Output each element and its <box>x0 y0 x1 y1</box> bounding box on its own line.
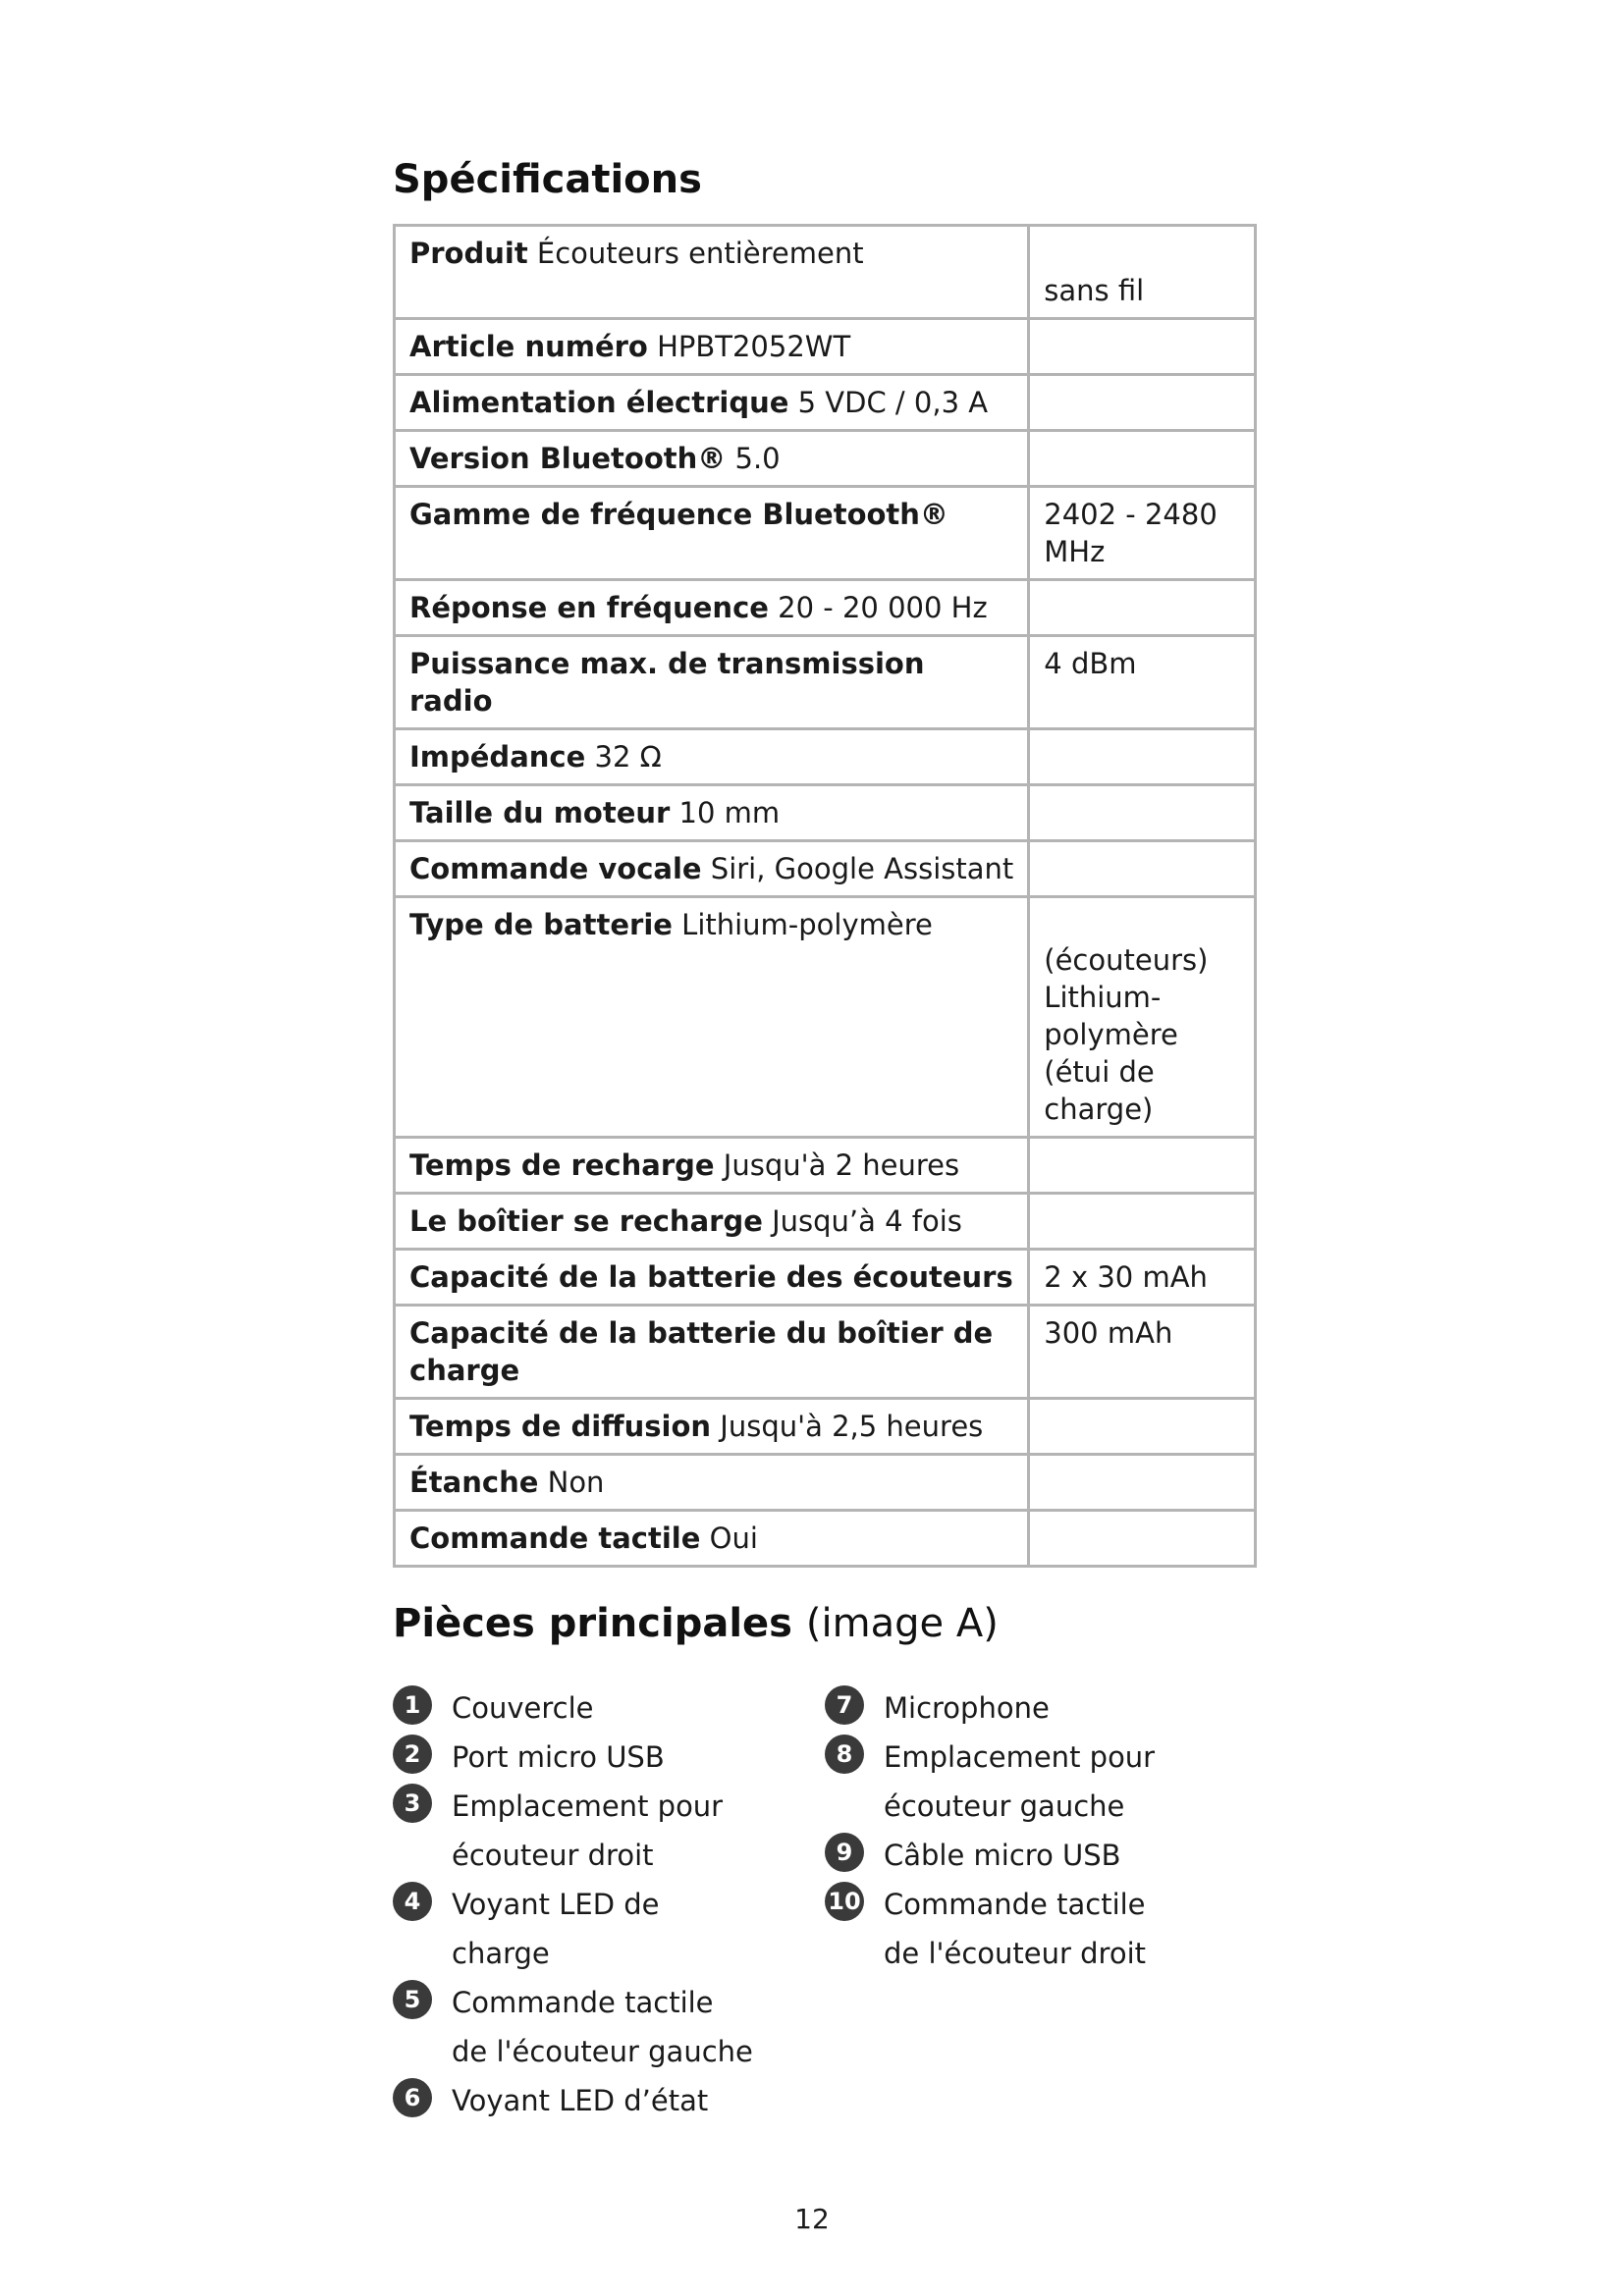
spec-cell <box>395 1194 1029 1250</box>
spec-value-cell <box>1029 431 1256 487</box>
specs-table <box>393 224 1257 1568</box>
table-row <box>395 431 1256 487</box>
list-item <box>825 1831 1257 1880</box>
spec-label: Capacité de la batterie du boîtier de charge <box>409 1316 994 1387</box>
list-item <box>393 1782 825 1880</box>
table-row <box>395 785 1256 841</box>
spec-value: 20 - 20 000 Hz <box>778 591 988 624</box>
part-label: Emplacement pour écouteur droit <box>452 1789 724 1872</box>
number-badge-icon: 7 <box>825 1685 864 1725</box>
spec-value: 32 Ω <box>594 740 662 774</box>
spec-value-cell <box>1029 1399 1256 1455</box>
spec-label: Article numéro <box>409 330 648 363</box>
parts-title: Pièces principales <box>393 1601 792 1646</box>
part-label: Câble micro USB <box>884 1839 1121 1872</box>
spec-cell <box>395 841 1029 897</box>
parts-column-left <box>393 1683 825 2125</box>
part-label: Microphone <box>884 1691 1050 1725</box>
list-item <box>825 1733 1257 1831</box>
list-item <box>393 1978 825 2076</box>
spec-value: HPBT2052WT <box>657 330 851 363</box>
spec-value-cell <box>1029 636 1256 729</box>
spec-cell <box>395 636 1029 729</box>
spec-value-cell <box>1029 1455 1256 1511</box>
list-item <box>393 2076 825 2125</box>
spec-cell <box>395 1455 1029 1511</box>
spec-label: Commande tactile <box>409 1522 701 1555</box>
parts-column-right <box>825 1683 1257 2125</box>
part-label: Commande tactile de l'écouteur gauche <box>452 1986 753 2068</box>
spec-value: Jusqu’à 4 fois <box>772 1204 962 1238</box>
table-row <box>395 729 1256 785</box>
table-row <box>395 487 1256 580</box>
spec-cell <box>395 897 1029 1138</box>
spec-value: Lithium-polymère <box>681 908 933 941</box>
list-item <box>393 1683 825 1733</box>
part-label: Voyant LED d’état <box>452 2084 709 2117</box>
parts-list <box>393 1683 1257 2125</box>
table-row <box>395 1138 1256 1194</box>
list-item <box>393 1880 825 1978</box>
spec-value-continued: sans fil <box>1044 274 1145 307</box>
spec-value: 300 mAh <box>1044 1316 1173 1350</box>
spec-cell <box>395 785 1029 841</box>
spec-cell <box>395 1306 1029 1399</box>
table-row <box>395 226 1256 319</box>
spec-value: 4 dBm <box>1044 647 1137 680</box>
spec-label: Temps de diffusion <box>409 1410 712 1443</box>
table-row <box>395 841 1256 897</box>
part-label: Port micro USB <box>452 1740 665 1774</box>
page-number: 12 <box>794 2203 830 2235</box>
part-label: Voyant LED de charge <box>452 1888 660 1970</box>
spec-label: Type de batterie <box>409 908 673 941</box>
table-row <box>395 1250 1256 1306</box>
number-badge-icon: 9 <box>825 1833 864 1872</box>
number-badge-icon: 10 <box>825 1882 864 1921</box>
spec-value: Siri, Google Assistant <box>710 852 1014 885</box>
spec-cell <box>395 729 1029 785</box>
spec-label: Alimentation électrique <box>409 386 789 419</box>
table-row <box>395 1399 1256 1455</box>
part-label: Emplacement pour écouteur gauche <box>884 1740 1156 1823</box>
table-row <box>395 1194 1256 1250</box>
spec-value: Jusqu'à 2,5 heures <box>720 1410 984 1443</box>
spec-value: Jusqu'à 2 heures <box>723 1148 960 1182</box>
table-row <box>395 375 1256 431</box>
spec-value-cell <box>1029 319 1256 375</box>
spec-value-continued: (écouteurs) Lithium-polymère (étui de charge) <box>1044 943 1209 1126</box>
spec-value-cell <box>1029 226 1256 319</box>
spec-value: 2 x 30 mAh <box>1044 1260 1208 1294</box>
number-badge-icon: 5 <box>393 1980 432 2019</box>
spec-label: Capacité de la batterie des écouteurs <box>409 1260 1013 1294</box>
part-label: Commande tactile de l'écouteur droit <box>884 1888 1147 1970</box>
spec-cell <box>395 1511 1029 1567</box>
spec-label: Étanche <box>409 1466 539 1499</box>
spec-cell <box>395 431 1029 487</box>
spec-label: Version Bluetooth® <box>409 442 727 475</box>
spec-value-cell <box>1029 1250 1256 1306</box>
spec-value-cell <box>1029 375 1256 431</box>
parts-heading <box>393 1601 1257 1646</box>
spec-value-cell <box>1029 841 1256 897</box>
specs-heading: Spécifications <box>393 157 702 202</box>
spec-label: Réponse en fréquence <box>409 591 769 624</box>
spec-cell <box>395 375 1029 431</box>
spec-value-cell <box>1029 1306 1256 1399</box>
spec-value: 2402 - 2480 MHz <box>1044 498 1218 568</box>
spec-value: 10 mm <box>678 796 781 829</box>
table-row <box>395 636 1256 729</box>
page-content <box>393 157 1257 2125</box>
spec-value: Oui <box>709 1522 758 1555</box>
spec-value: Écouteurs entièrement <box>536 237 864 270</box>
spec-value-cell <box>1029 580 1256 636</box>
spec-label: Produit <box>409 237 528 270</box>
table-row <box>395 1511 1256 1567</box>
spec-label: Impédance <box>409 740 586 774</box>
spec-cell <box>395 1250 1029 1306</box>
number-badge-icon: 4 <box>393 1882 432 1921</box>
spec-label: Temps de recharge <box>409 1148 715 1182</box>
spec-value: 5.0 <box>734 442 781 475</box>
spec-value-cell <box>1029 1194 1256 1250</box>
spec-value-cell <box>1029 785 1256 841</box>
number-badge-icon: 3 <box>393 1784 432 1823</box>
list-item <box>393 1733 825 1782</box>
number-badge-icon: 6 <box>393 2078 432 2117</box>
spec-value-cell <box>1029 1138 1256 1194</box>
spec-value-cell <box>1029 487 1256 580</box>
table-row <box>395 319 1256 375</box>
spec-cell <box>395 1138 1029 1194</box>
spec-cell <box>395 580 1029 636</box>
table-row <box>395 897 1256 1138</box>
spec-label: Le boîtier se recharge <box>409 1204 763 1238</box>
spec-label: Puissance max. de transmission radio <box>409 647 925 718</box>
table-row <box>395 1306 1256 1399</box>
number-badge-icon: 1 <box>393 1685 432 1725</box>
spec-value: 5 VDC / 0,3 A <box>797 386 989 419</box>
spec-cell <box>395 1399 1029 1455</box>
spec-cell <box>395 226 1029 319</box>
spec-label: Taille du moteur <box>409 796 671 829</box>
spec-value-cell <box>1029 897 1256 1138</box>
spec-label: Gamme de fréquence Bluetooth® <box>409 498 948 531</box>
spec-value-cell <box>1029 729 1256 785</box>
spec-label: Commande vocale <box>409 852 702 885</box>
table-row <box>395 580 1256 636</box>
list-item <box>825 1880 1257 1978</box>
list-item <box>825 1683 1257 1733</box>
table-row <box>395 1455 1256 1511</box>
number-badge-icon: 2 <box>393 1735 432 1774</box>
spec-cell <box>395 319 1029 375</box>
spec-value-cell <box>1029 1511 1256 1567</box>
number-badge-icon: 8 <box>825 1735 864 1774</box>
spec-value: Non <box>547 1466 605 1499</box>
spec-cell <box>395 487 1029 580</box>
part-label: Couvercle <box>452 1691 594 1725</box>
parts-title-image-ref: (image A) <box>805 1601 999 1646</box>
